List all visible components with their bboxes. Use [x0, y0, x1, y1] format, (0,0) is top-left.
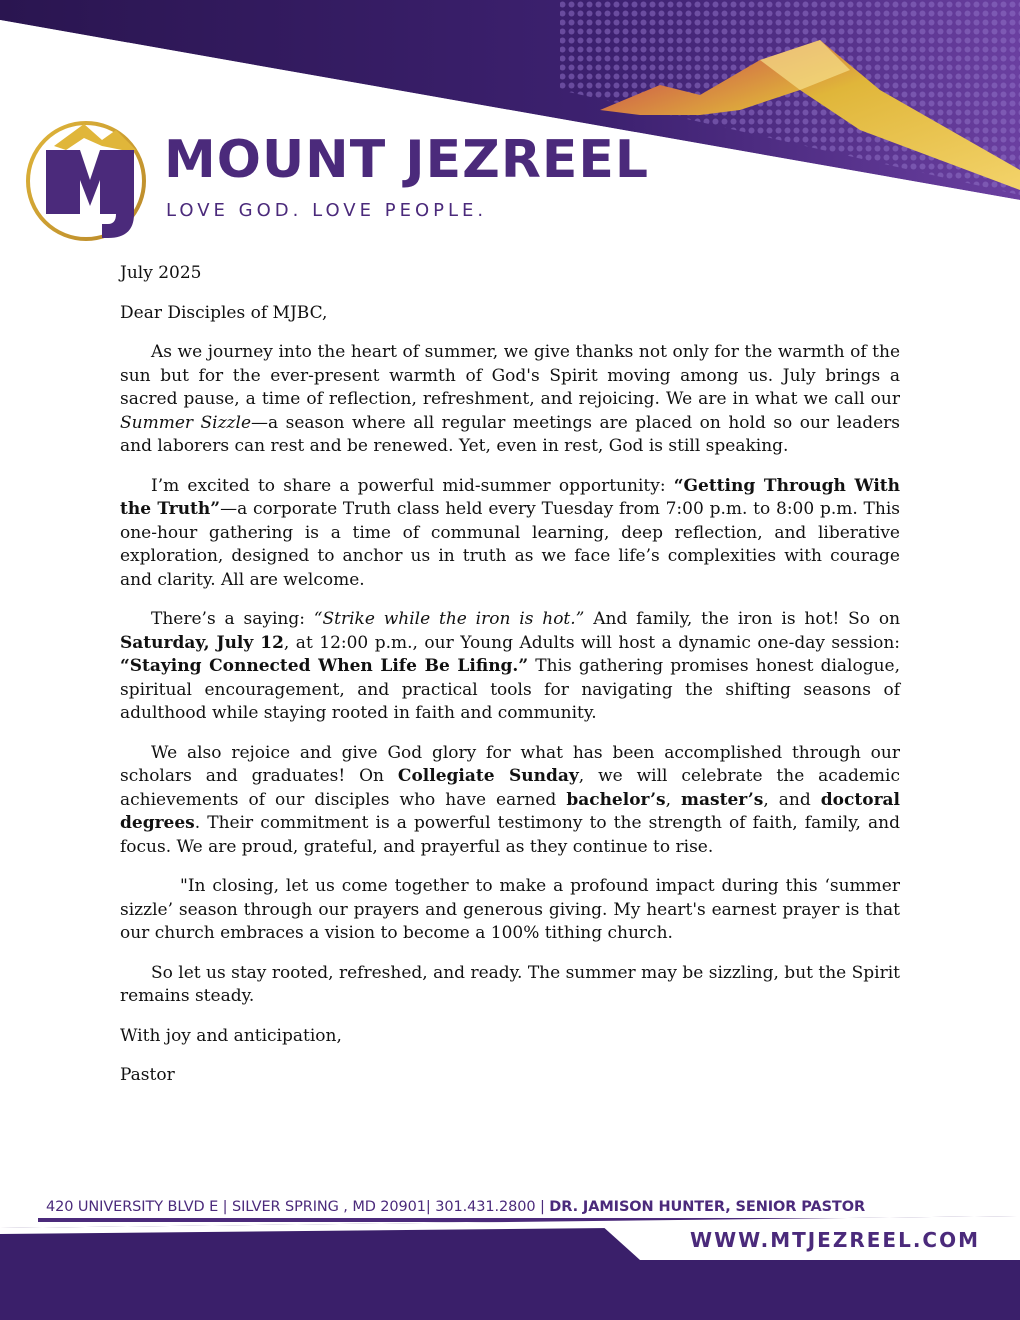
letter-date: July 2025 [120, 263, 202, 283]
letter-closing: With joy and anticipation, [120, 1025, 342, 1046]
letter-signature: Pastor [120, 1065, 175, 1085]
footer-pastor: DR. JAMISON HUNTER, SENIOR PASTOR [549, 1199, 866, 1215]
paragraph-rooted: So let us stay rooted, refreshed, and ready. The summer may be sizzling, but the Spirit remains steady. [120, 962, 900, 1006]
letter-salutation: Dear Disciples of MJBC, [120, 302, 328, 323]
paragraph-young-adults: There’s a saying: “Strike while the iron is hot.” And family, the iron is hot! So on Saturday, July 12, at 12:00 p.m., our Young Adults will host a dynamic one-day session: “Staying Connected When Life Be Lifing.” This gathering promises honest dialogue, spiritual encouragement, and practical tools for navigating the shifting seasons of adulthood while staying rooted in faith and community. [120, 609, 901, 723]
brand-name: MOUNT JEZREEL [164, 130, 650, 190]
brand-tagline: LOVE GOD. LOVE PEOPLE. [166, 200, 488, 221]
footer-website-link[interactable]: WWW.MTJEZREEL.COM [690, 1228, 980, 1252]
paragraph-truth-class: I’m excited to share a powerful mid-summer opportunity: “Getting Through With the Truth”—a corporate Truth class held every Tuesday from 7:00 p.m. to 8:00 p.m. This one-hour gathering is a time of communal learning, deep reflection, and liberative exploration, designed to anchor us in truth as we face life’s complexities with courage and clarity. All are welcome. [120, 475, 901, 590]
mj-logo-icon [24, 116, 154, 246]
paragraph-collegiate: We also rejoice and give God glory for what has been accomplished through our scholars and graduates! On Collegiate Sunday, we will celebrate the academic achievements of our disciples who have earned bachelor’s, master’s, and doctoral degrees. Their commitment is a powerful testimony to the strength of faith, family, and focus. We are proud, grateful, and prayerful as they continue to rise. [120, 742, 900, 857]
paragraph-closing: "In closing, let us come together to make a profound impact during this ‘summer sizzle’ season through our prayers and generous giving. My heart's earnest prayer is that our church embraces a vision to become a 100% tithing church. [120, 876, 900, 943]
paragraph-summer: As we journey into the heart of summer, we give thanks not only for the warmth of the sun but for the ever-present warmth of God's Spirit moving among us. July brings a sacred pause, a time of reflection, refreshment, and rejoicing. We are in what we call our Summer Sizzle—a season where all regular meetings are placed on hold so our leaders and laborers can rest and be renewed. Yet, even in rest, God is still speaking. [120, 342, 900, 456]
footer-contact-line: 420 UNIVERSITY BLVD E | SILVER SPRING , MD 20901| 301.431.2800 | DR. JAMISON HUNTER, SENIOR PASTOR [46, 1199, 866, 1215]
letter-body [120, 262, 900, 1104]
